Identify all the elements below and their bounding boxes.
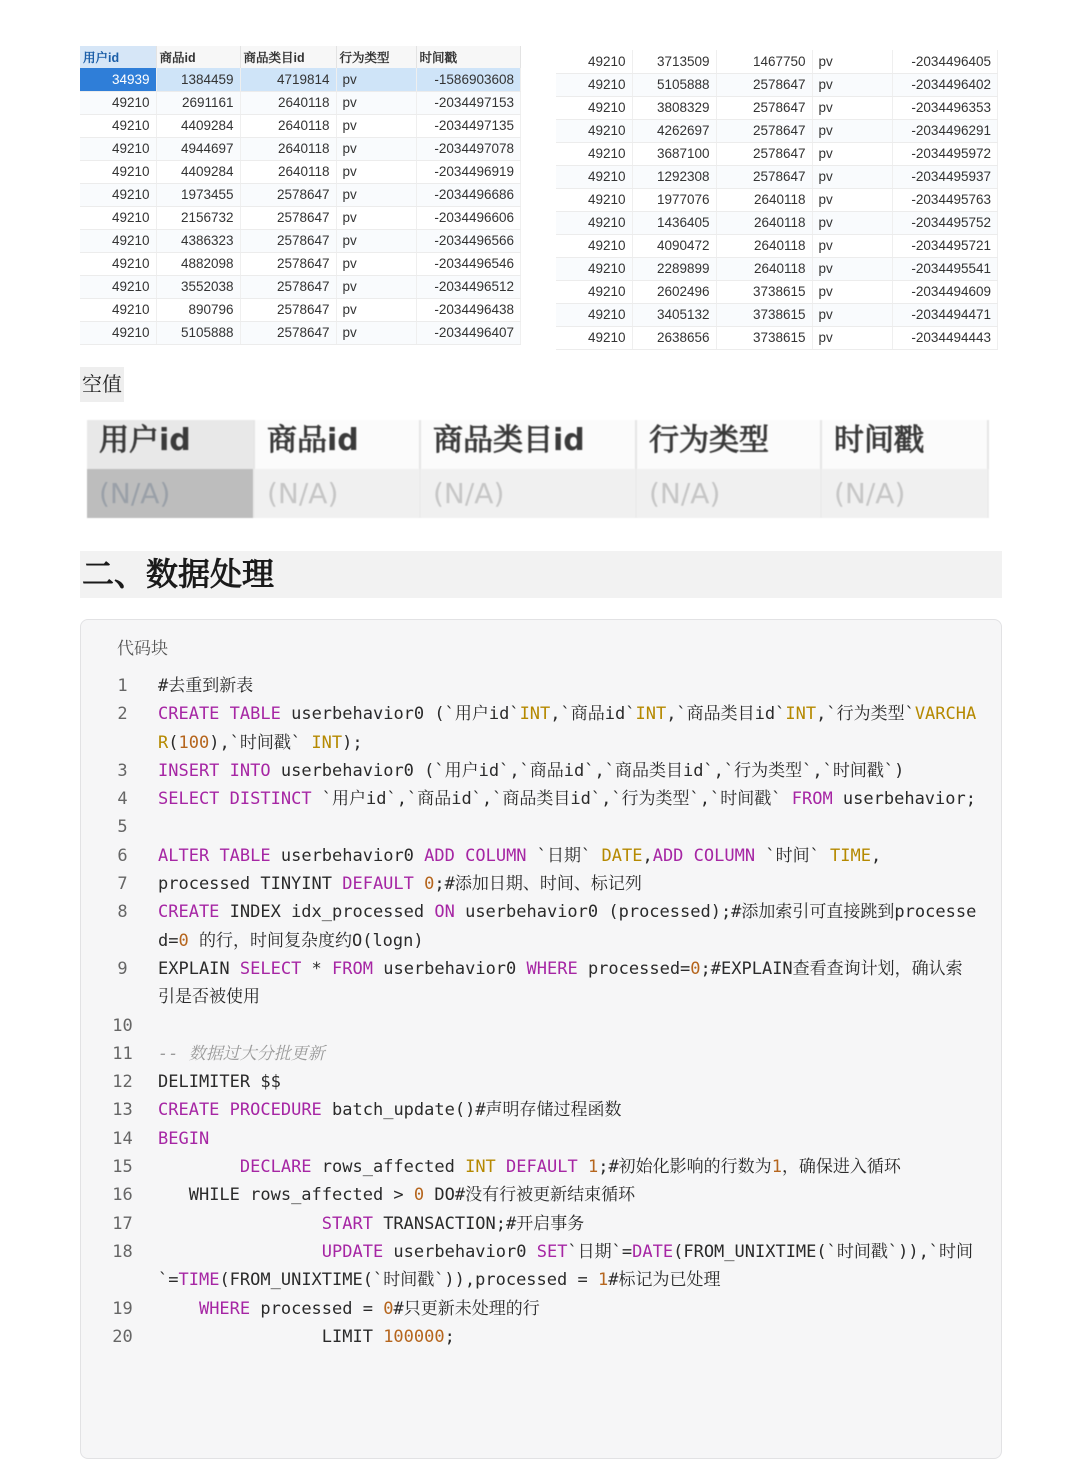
code-block[interactable] xyxy=(80,619,1002,1459)
table-cell[interactable]: pv xyxy=(812,119,892,142)
column-header-timestamp[interactable]: 时间戳 xyxy=(416,46,521,68)
table-cell[interactable]: 3808329 xyxy=(632,96,716,119)
table-cell[interactable]: pv xyxy=(812,326,892,349)
table-cell[interactable]: 2156732 xyxy=(156,206,240,229)
table-cell[interactable]: 2578647 xyxy=(716,96,812,119)
table-row[interactable] xyxy=(80,275,521,298)
table-cell[interactable]: 49210 xyxy=(80,321,156,344)
table-cell[interactable]: -2034495937 xyxy=(892,165,998,188)
table-row[interactable] xyxy=(80,160,521,183)
table-cell[interactable]: 3738615 xyxy=(716,326,812,349)
line-number: 10 xyxy=(112,1015,133,1036)
table-row[interactable] xyxy=(556,257,998,280)
code-line xyxy=(81,955,1001,1012)
table-cell[interactable]: -2034496566 xyxy=(416,229,521,252)
table-cell[interactable]: 49210 xyxy=(556,96,632,119)
table-row[interactable] xyxy=(80,114,521,137)
table-cell[interactable]: -2034496546 xyxy=(416,252,521,275)
line-number: 6 xyxy=(117,845,128,866)
table-cell[interactable]: 2289899 xyxy=(632,257,716,280)
code-text: LIMIT 100000; xyxy=(158,1326,455,1347)
table-cell[interactable]: 3405132 xyxy=(632,303,716,326)
table-cell[interactable]: pv xyxy=(812,96,892,119)
code-line xyxy=(81,1068,1001,1096)
code-text: INSERT INTO userbehavior0 (`用户id`,`商品id`,`商品类目id`,`行为类型`,`时间戳`) xyxy=(158,760,905,781)
table-cell[interactable]: pv xyxy=(336,275,416,298)
table-cell[interactable]: 2602496 xyxy=(632,280,716,303)
table-cell[interactable]: pv xyxy=(336,91,416,114)
table-cell[interactable]: -2034495752 xyxy=(892,211,998,234)
table-cell[interactable]: 1467750 xyxy=(716,50,812,73)
null-table-header-item-id: 商品id xyxy=(255,420,421,469)
table-cell[interactable]: 2578647 xyxy=(240,321,336,344)
table-row[interactable] xyxy=(556,96,998,119)
table-cell[interactable]: -2034497153 xyxy=(416,91,521,114)
table-cell[interactable]: 2578647 xyxy=(716,142,812,165)
table-row[interactable] xyxy=(556,303,998,326)
null-cell: (N/A) xyxy=(637,469,822,518)
table-cell[interactable]: 3552038 xyxy=(156,275,240,298)
code-text xyxy=(158,1012,978,1040)
line-number: 19 xyxy=(112,1298,133,1319)
code-line xyxy=(81,1238,1001,1295)
left-data-grid xyxy=(80,46,521,345)
code-text: DECLARE rows_affected INT DEFAULT 1;#初始化影响的行数为1，确保进入循环 xyxy=(239,1157,901,1178)
code-line xyxy=(81,813,1001,841)
code-line xyxy=(81,1295,1001,1323)
table-cell[interactable]: -2034496407 xyxy=(416,321,521,344)
null-table-header-behavior-type: 行为类型 xyxy=(637,420,822,469)
code-line xyxy=(81,1096,1001,1124)
table-cell[interactable]: pv xyxy=(812,303,892,326)
table-cell[interactable]: -2034494443 xyxy=(892,326,998,349)
table-row[interactable] xyxy=(80,183,521,206)
code-text: UPDATE userbehavior0 SET`日期`=DATE(FROM_UNIXTIME(`时间戳`)),`时间`=TIME(FROM_UNIXTIME(`时间戳`)),processed = 1#标记为已处理 xyxy=(158,1241,974,1291)
code-line xyxy=(81,1181,1001,1209)
table-cell[interactable]: -2034496402 xyxy=(892,73,998,96)
table-cell[interactable]: 2578647 xyxy=(716,165,812,188)
table-cell[interactable]: 49210 xyxy=(80,252,156,275)
table-cell[interactable]: 49210 xyxy=(556,165,632,188)
section-heading: 二、数据处理 xyxy=(80,551,1002,598)
table-cell[interactable]: -2034495972 xyxy=(892,142,998,165)
null-values-label: 空值 xyxy=(80,367,124,402)
table-cell[interactable]: 2578647 xyxy=(240,252,336,275)
table-cell[interactable]: -2034494471 xyxy=(892,303,998,326)
line-number: 17 xyxy=(112,1213,133,1234)
table-cell[interactable]: 49210 xyxy=(556,50,632,73)
table-cell[interactable]: 1973455 xyxy=(156,183,240,206)
table-row[interactable] xyxy=(80,252,521,275)
line-number: 3 xyxy=(117,760,128,781)
table-cell[interactable]: -2034494609 xyxy=(892,280,998,303)
code-line xyxy=(81,757,1001,785)
table-cell[interactable]: pv xyxy=(336,68,416,91)
table-cell[interactable]: 2578647 xyxy=(240,229,336,252)
column-header-category-id[interactable]: 商品类目id xyxy=(240,46,336,68)
table-cell[interactable]: 4409284 xyxy=(156,114,240,137)
line-number: 13 xyxy=(112,1100,133,1121)
table-cell[interactable]: 2578647 xyxy=(716,119,812,142)
line-number: 4 xyxy=(117,789,128,810)
table-row[interactable] xyxy=(556,142,998,165)
table-cell[interactable]: 3738615 xyxy=(716,280,812,303)
null-table-header-user-id: 用户id xyxy=(87,420,255,469)
table-cell[interactable]: 49210 xyxy=(80,275,156,298)
code-text: BEGIN xyxy=(158,1128,210,1149)
table-cell[interactable]: pv xyxy=(336,206,416,229)
table-cell[interactable]: -2034495721 xyxy=(892,234,998,257)
line-number: 18 xyxy=(112,1241,133,1262)
table-cell[interactable]: 5105888 xyxy=(156,321,240,344)
table-cell[interactable]: 49210 xyxy=(80,183,156,206)
code-text: ALTER TABLE userbehavior0 ADD COLUMN `日期` DATE,ADD COLUMN `时间` TIME, xyxy=(158,845,882,866)
line-number: 2 xyxy=(117,704,128,725)
code-text: -- 数据过大分批更新 xyxy=(158,1043,325,1064)
table-row[interactable] xyxy=(80,91,521,114)
table-cell[interactable]: 49210 xyxy=(556,280,632,303)
table-cell[interactable]: 4262697 xyxy=(632,119,716,142)
table-cell[interactable]: 49210 xyxy=(556,303,632,326)
table-cell[interactable]: 1436405 xyxy=(632,211,716,234)
table-cell[interactable]: 49210 xyxy=(556,119,632,142)
table-cell[interactable]: pv xyxy=(336,229,416,252)
table-cell[interactable]: 890796 xyxy=(156,298,240,321)
line-number: 14 xyxy=(112,1128,133,1149)
table-cell[interactable]: 2638656 xyxy=(632,326,716,349)
table-cell[interactable]: -2034496405 xyxy=(892,50,998,73)
table-cell[interactable]: -2034496606 xyxy=(416,206,521,229)
code-text: CREATE INDEX idx_processed ON userbehavior0 (processed);#添加索引可直接跳到processed=0 的行，时间复杂度约O(logn) xyxy=(158,902,977,951)
table-cell[interactable]: pv xyxy=(812,50,892,73)
table-cell[interactable]: pv xyxy=(812,280,892,303)
table-cell[interactable]: 3713509 xyxy=(632,50,716,73)
table-row[interactable] xyxy=(556,280,998,303)
table-row[interactable] xyxy=(556,165,998,188)
table-cell[interactable]: 1977076 xyxy=(632,188,716,211)
column-header-item-id[interactable]: 商品id xyxy=(156,46,240,68)
table-cell[interactable]: 4944697 xyxy=(156,137,240,160)
table-cell[interactable]: -2034496686 xyxy=(416,183,521,206)
code-line xyxy=(81,1323,1001,1351)
null-table-header-row xyxy=(87,420,989,469)
table-cell[interactable]: pv xyxy=(336,160,416,183)
null-cell: (N/A) xyxy=(822,469,989,518)
table-row[interactable] xyxy=(556,188,998,211)
table-cell[interactable]: -2034497135 xyxy=(416,114,521,137)
table-cell[interactable]: 2578647 xyxy=(716,73,812,96)
table-cell[interactable]: pv xyxy=(336,114,416,137)
line-number: 8 xyxy=(117,902,128,923)
code-text: START TRANSACTION;#开启事务 xyxy=(321,1213,585,1234)
table-cell[interactable]: pv xyxy=(812,165,892,188)
table-row[interactable] xyxy=(80,137,521,160)
table-cell[interactable]: pv xyxy=(336,137,416,160)
null-table-value-row xyxy=(87,469,989,518)
table-cell[interactable]: 4882098 xyxy=(156,252,240,275)
table-cell[interactable]: 4719814 xyxy=(240,68,336,91)
table-row[interactable] xyxy=(80,229,521,252)
code-line xyxy=(81,1125,1001,1153)
line-number: 12 xyxy=(112,1072,133,1093)
table-cell[interactable]: 2640118 xyxy=(240,137,336,160)
column-header-behavior-type[interactable]: 行为类型 xyxy=(336,46,416,68)
table-cell[interactable]: 2578647 xyxy=(240,183,336,206)
line-number: 5 xyxy=(117,817,128,838)
table-cell[interactable]: 1384459 xyxy=(156,68,240,91)
table-cell[interactable]: pv xyxy=(336,183,416,206)
table-cell[interactable]: 49210 xyxy=(556,326,632,349)
code-line xyxy=(81,1012,1001,1040)
table-cell[interactable]: -2034496919 xyxy=(416,160,521,183)
line-number: 16 xyxy=(112,1185,133,1206)
table-cell[interactable]: 49210 xyxy=(80,91,156,114)
code-line xyxy=(81,842,1001,870)
null-cell: (N/A) xyxy=(255,469,421,518)
code-text: WHILE rows_affected > 0 DO#没有行被更新结束循环 xyxy=(158,1185,636,1206)
code-lines xyxy=(81,672,1001,1351)
table-row[interactable] xyxy=(80,321,521,344)
line-number: 9 xyxy=(117,958,128,979)
table-row[interactable] xyxy=(556,326,998,349)
code-line xyxy=(81,700,1001,757)
table-row[interactable] xyxy=(80,206,521,229)
table-cell[interactable]: 49210 xyxy=(556,211,632,234)
table-cell[interactable]: -2034495763 xyxy=(892,188,998,211)
table-cell[interactable]: pv xyxy=(336,252,416,275)
table-cell[interactable]: 34939 xyxy=(80,68,156,91)
null-cell: (N/A) xyxy=(87,469,255,518)
table-cell[interactable]: -2034496291 xyxy=(892,119,998,142)
left-grid-header-row xyxy=(80,46,521,68)
null-table-header-category-id: 商品类目id xyxy=(421,420,637,469)
table-cell[interactable]: 49210 xyxy=(80,298,156,321)
code-line xyxy=(81,870,1001,898)
table-cell[interactable]: 2578647 xyxy=(240,275,336,298)
table-cell[interactable]: 5105888 xyxy=(632,73,716,96)
table-cell[interactable]: 2578647 xyxy=(240,298,336,321)
table-cell[interactable]: 2640118 xyxy=(716,257,812,280)
table-cell[interactable]: 3687100 xyxy=(632,142,716,165)
table-cell[interactable]: 49210 xyxy=(556,142,632,165)
table-cell[interactable]: 2640118 xyxy=(240,91,336,114)
table-cell[interactable]: 3738615 xyxy=(716,303,812,326)
table-cell[interactable]: 2640118 xyxy=(716,234,812,257)
table-cell[interactable]: -2034496353 xyxy=(892,96,998,119)
column-header-user-id[interactable]: 用户id xyxy=(80,46,156,68)
line-number: 7 xyxy=(117,874,128,895)
line-number: 20 xyxy=(112,1326,133,1347)
table-cell[interactable]: pv xyxy=(812,257,892,280)
line-number: 11 xyxy=(112,1043,133,1064)
table-cell[interactable]: 49210 xyxy=(80,160,156,183)
code-text: DELIMITER $$ xyxy=(158,1072,281,1093)
table-cell[interactable]: 49210 xyxy=(556,234,632,257)
code-line xyxy=(81,1210,1001,1238)
table-cell[interactable]: 49210 xyxy=(80,137,156,160)
code-text: CREATE TABLE userbehavior0 (`用户id`INT,`商品id`INT,`商品类目id`INT,`行为类型`VARCHAR(100),`时间戳` INT); xyxy=(158,704,977,753)
table-cell[interactable]: -2034496438 xyxy=(416,298,521,321)
table-row[interactable] xyxy=(556,119,998,142)
null-cell: (N/A) xyxy=(421,469,637,518)
code-text: WHERE processed = 0#只更新未处理的行 xyxy=(198,1298,540,1319)
line-number: 1 xyxy=(117,676,128,696)
table-cell[interactable]: -1586903608 xyxy=(416,68,521,91)
table-cell[interactable]: 2640118 xyxy=(716,188,812,211)
null-table-header-timestamp: 时间戳 xyxy=(822,420,989,469)
right-data-grid xyxy=(556,50,998,350)
table-cell[interactable]: 49210 xyxy=(556,73,632,96)
code-text: CREATE PROCEDURE batch_update()#声明存储过程函数 xyxy=(158,1100,622,1121)
table-cell[interactable]: pv xyxy=(812,142,892,165)
code-line xyxy=(81,785,1001,813)
code-line xyxy=(81,898,1001,955)
table-cell[interactable]: 49210 xyxy=(80,206,156,229)
table-cell[interactable]: -2034496512 xyxy=(416,275,521,298)
table-cell[interactable]: -2034495541 xyxy=(892,257,998,280)
table-row[interactable] xyxy=(556,73,998,96)
table-row[interactable] xyxy=(556,50,998,73)
code-block-title: 代码块 xyxy=(117,639,168,659)
code-text: #去重到新表 xyxy=(158,676,254,696)
table-cell[interactable]: pv xyxy=(812,188,892,211)
table-cell[interactable]: pv xyxy=(336,321,416,344)
table-cell[interactable]: 2691161 xyxy=(156,91,240,114)
code-text: SELECT DISTINCT `用户id`,`商品id`,`商品类目id`,`行为类型`,`时间戳` FROM userbehavior; xyxy=(158,789,976,810)
code-line xyxy=(81,672,1001,700)
table-cell[interactable]: pv xyxy=(336,298,416,321)
table-cell[interactable]: 49210 xyxy=(556,257,632,280)
table-cell[interactable]: 1292308 xyxy=(632,165,716,188)
table-cell[interactable]: 4090472 xyxy=(632,234,716,257)
code-line xyxy=(81,1040,1001,1068)
table-cell[interactable]: 4409284 xyxy=(156,160,240,183)
code-line xyxy=(81,1153,1001,1181)
table-row[interactable] xyxy=(80,298,521,321)
null-values-table xyxy=(87,420,989,518)
table-cell[interactable]: 2640118 xyxy=(716,211,812,234)
code-text xyxy=(158,813,978,841)
table-cell[interactable]: 49210 xyxy=(556,188,632,211)
line-number: 15 xyxy=(112,1157,133,1178)
table-cell[interactable]: 49210 xyxy=(80,114,156,137)
table-cell[interactable]: 2640118 xyxy=(240,160,336,183)
table-cell[interactable]: 2640118 xyxy=(240,114,336,137)
table-row[interactable] xyxy=(80,68,521,91)
table-cell[interactable]: 49210 xyxy=(80,229,156,252)
table-cell[interactable]: -2034497078 xyxy=(416,137,521,160)
table-cell[interactable]: pv xyxy=(812,234,892,257)
table-cell[interactable]: pv xyxy=(812,211,892,234)
table-cell[interactable]: 4386323 xyxy=(156,229,240,252)
table-row[interactable] xyxy=(556,234,998,257)
table-cell[interactable]: pv xyxy=(812,73,892,96)
code-text: processed TINYINT DEFAULT 0;#添加日期、时间、标记列 xyxy=(158,874,642,895)
code-text: EXPLAIN SELECT * FROM userbehavior0 WHERE processed=0;#EXPLAIN查看查询计划，确认索引是否被使用 xyxy=(158,958,963,1008)
table-row[interactable] xyxy=(556,211,998,234)
table-cell[interactable]: 2578647 xyxy=(240,206,336,229)
